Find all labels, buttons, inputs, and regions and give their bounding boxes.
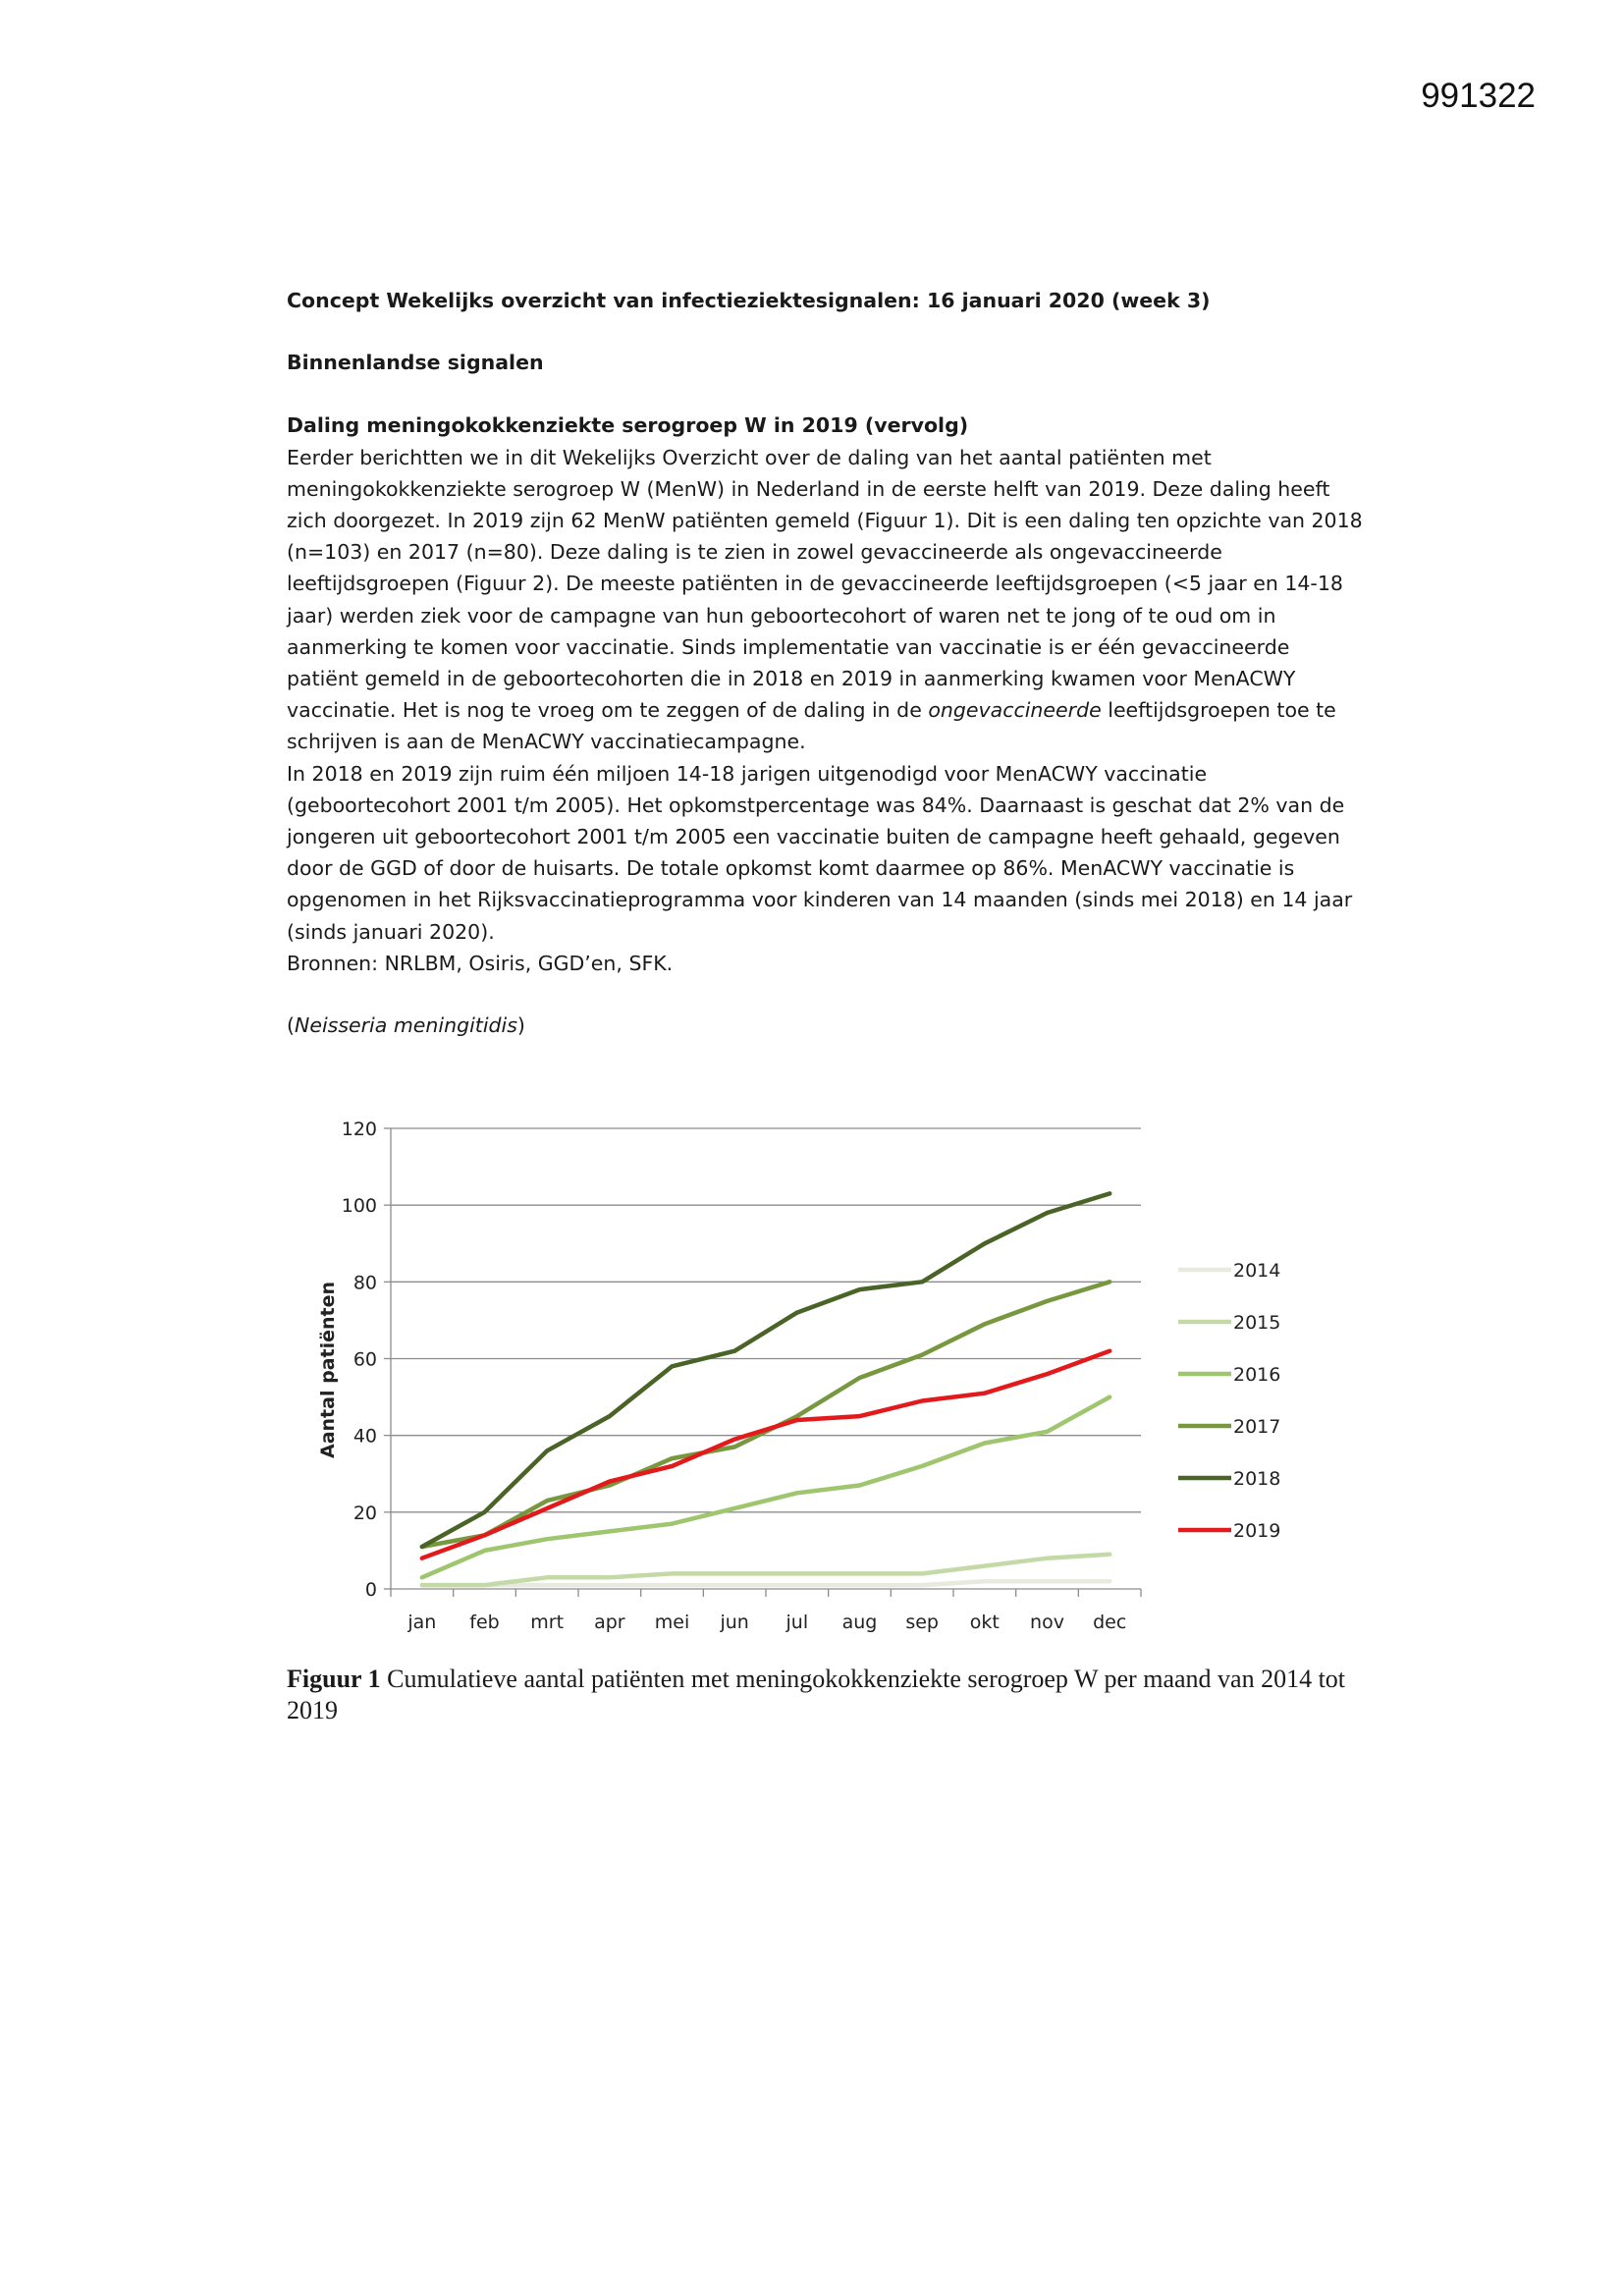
legend-label-2019: 2019	[1233, 1520, 1281, 1542]
sources: Bronnen: NRLBM, Osiris, GGD’en, SFK.	[287, 951, 674, 975]
y-tick-label: 20	[352, 1502, 377, 1524]
y-axis-label: Aantal patiënten	[317, 1281, 339, 1459]
axes	[342, 1119, 1141, 1633]
figure-caption-text: Cumulatieve aantal patiënten met meningokokkenziekte serogroep W per maand van 2014 tot 2019	[287, 1665, 1346, 1724]
legend-label-2015: 2015	[1233, 1312, 1281, 1334]
taxon-open: (	[287, 1013, 295, 1038]
article-text	[287, 442, 1367, 979]
series-lines	[422, 1193, 1110, 1585]
legend-label-2018: 2018	[1233, 1468, 1281, 1490]
y-tick-label: 80	[352, 1272, 377, 1294]
series-line-2017	[422, 1282, 1110, 1547]
subsection-heading: Daling meningokokkenziekte serogroep W in 2019 (vervolg)	[287, 413, 969, 438]
y-tick-label: 60	[352, 1348, 377, 1371]
document-number: 991322	[1421, 77, 1536, 115]
taxon-name: Neisseria meningitidis	[295, 1013, 517, 1038]
y-tick-label: 40	[352, 1425, 377, 1448]
figure-caption-label: Figuur 1	[287, 1665, 381, 1693]
taxon-close: )	[516, 1013, 525, 1038]
x-tick-label: mei	[654, 1612, 690, 1633]
x-tick-label: dec	[1093, 1612, 1127, 1633]
legend-label-2016: 2016	[1233, 1364, 1281, 1386]
taxon-note	[287, 1010, 1367, 1041]
x-tick-label: nov	[1030, 1612, 1064, 1633]
figure-caption	[287, 1664, 1347, 1726]
paragraph-1-text: Eerder berichtten we in dit Wekelijks Overzicht over de daling van het aantal patiënten met meningokokkenziekte serogroep W (MenW) in Nederland in de eerste helft van 2019. Deze daling heeft zich doorgezet. In 2019 zijn 62 MenW patiënten gemeld (Figuur 1). Dit is een daling ten opzichte van 2018 (n=103) en 2017 (n=80). Deze daling is te zien in zowel gevaccineerde als ongevaccineerde leeftijdsgroepen (Figuur 2). De meeste patiënten in de gevaccineerde leeftijdsgroepen (<5 jaar en 14-18 jaar) werden ziek voor de campagne van hun geboortecohort of waren net te jong of te oud om in aanmerking te komen voor vaccinatie. Sinds implementatie van vaccinatie is er één gevaccineerde patiënt gemeld in de geboortecohorten die in 2018 en 2019 in aanmerking kwamen voor MenACWY vaccinatie. Het is nog te vroeg om te zeggen of de daling in de	[287, 445, 1363, 723]
y-tick-label: 120	[341, 1119, 377, 1140]
series-line-2019	[422, 1351, 1110, 1558]
x-tick-label: okt	[969, 1612, 1000, 1633]
x-tick-label: apr	[594, 1612, 625, 1633]
legend-label-2017: 2017	[1233, 1416, 1281, 1438]
cumulative-cases-chart	[295, 1105, 1355, 1655]
legend	[1178, 1260, 1280, 1542]
document-body	[287, 285, 1367, 1041]
paragraph-2: In 2018 en 2019 zijn ruim één miljoen 14-18 jarigen uitgenodigd voor MenACWY vaccinatie (geboortecohort 2001 t/m 2005). Het opkomstpercentage was 84%. Daarnaast is geschat dat 2% van de jongeren uit geboortecohort 2001 t/m 2005 een vaccinatie buiten de campagne heeft gehaald, gegeven door de GGD of door de huisarts. De totale opkomst komt daarmee op 86%. MenACWY vaccinatie is opgenomen in het Rijksvaccinatieprogramma voor kinderen van 14 maanden (sinds mei 2018) en 14 jaar (sinds januari 2020).	[287, 761, 1353, 944]
y-tick-label: 100	[341, 1195, 377, 1218]
series-line-2016	[422, 1397, 1110, 1578]
x-tick-label: sep	[905, 1612, 939, 1633]
series-line-2018	[422, 1193, 1110, 1547]
legend-label-2014: 2014	[1233, 1260, 1281, 1282]
paragraph-1-emphasis: ongevaccineerde	[928, 698, 1102, 723]
paragraph-1-tail: leeftijdsgroepen toe te schrijven is aan de MenACWY vaccinatiecampagne.	[287, 698, 1336, 754]
x-tick-label: jan	[407, 1612, 437, 1633]
paragraph-1	[287, 442, 1367, 758]
section-heading: Binnenlandse signalen	[287, 351, 544, 375]
x-tick-label: feb	[469, 1612, 500, 1633]
grid-lines	[391, 1128, 1141, 1512]
x-tick-label: jul	[785, 1612, 809, 1633]
page-title: Concept Wekelijks overzicht van infectieziektesignalen: 16 januari 2020 (week 3)	[287, 289, 1211, 312]
x-tick-label: jun	[720, 1612, 749, 1633]
x-tick-label: aug	[841, 1612, 878, 1633]
y-tick-label: 0	[364, 1579, 377, 1601]
x-tick-label: mrt	[530, 1612, 565, 1633]
